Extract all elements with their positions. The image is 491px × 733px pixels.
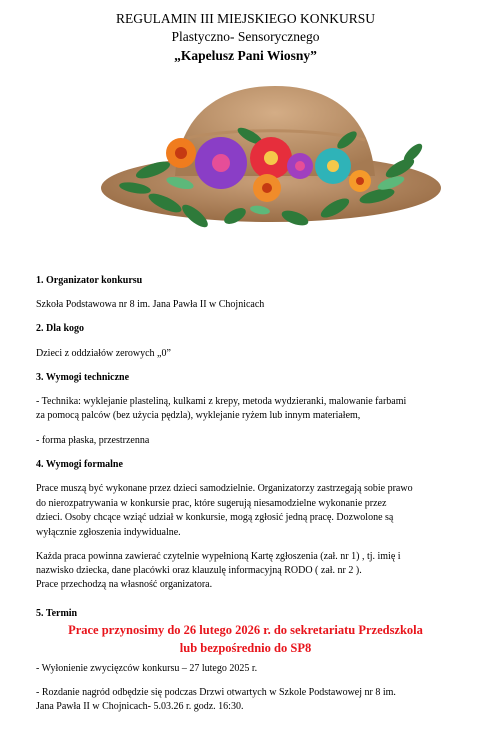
awards-line1: - Rozdanie nagród odbędzie się podczas Drzwi otwartych w Szkole Podstawowej nr 8 im. [36, 687, 396, 698]
section-2-text: Dzieci z oddziałów zerowych „0” [36, 348, 171, 359]
deadline-highlight-line1: Prace przynosimy do 26 lutego 2026 r. do sekretariatu Przedszkola [68, 623, 423, 637]
page-title-line2: Plastyczno- Sensorycznego [171, 29, 320, 44]
technique-line-1: - Technika: wyklejanie plasteliną, kulkami z krepy, metoda wydzieranki, malowanie farbami [36, 396, 407, 407]
flower-orange-left [166, 138, 196, 168]
section-1-heading: 1. Organizator konkursu [36, 275, 143, 286]
section-1-text: Szkoła Podstawowa nr 8 im. Jana Pawła II w Chojnicach [36, 299, 265, 310]
flower-red [250, 137, 292, 179]
formal-para2-line2: nazwisko dziecka, dane placówki oraz klauzulę informacyjną RODO ( zał. nr 2 ). [36, 565, 362, 576]
flower-orange-right [349, 170, 371, 192]
form-line: - forma płaska, przestrzenna [36, 435, 150, 446]
hat-illustration [95, 78, 447, 238]
formal-para2-line3: Prace przechodzą na własność organizatora. [36, 579, 213, 590]
section-4-heading: 4. Wymogi formalne [36, 459, 123, 470]
formal-para1-line4: wyłącznie zgłoszenia indywidualne. [36, 527, 181, 538]
deadline-highlight-line2: lub bezpośrednio do SP8 [179, 641, 312, 655]
flower-orange-middle [253, 174, 281, 202]
flower-purple-small [287, 153, 313, 179]
page-title-line1: REGULAMIN III MIEJSKIEGO KONKURSU [115, 11, 376, 26]
page-title-line3: „Kapelusz Pani Wiosny” [174, 48, 317, 63]
section-3-heading: 3. Wymogi techniczne [36, 372, 130, 383]
formal-para2-line1: Każda praca powinna zawierać czytelnie wypełnioną Kartę zgłoszenia (zał. nr 1) , tj. imię i [36, 551, 401, 562]
formal-para1-line3: dzieci. Osoby chcące wziąć udział w konkursie, mogą zgłosić jedną pracę. Dozwolone są [36, 512, 394, 523]
awards-line2: Jana Pawła II w Chojnicach- 5.03.26 r. godz. 16:30. [36, 701, 244, 712]
flower-purple [195, 137, 247, 189]
winners-date: - Wyłonienie zwycięzców konkursu – 27 lutego 2025 r. [36, 663, 258, 674]
formal-para1-line1: Prace muszą być wykonane przez dzieci samodzielnie. Organizatorzy zastrzegają sobie prawo [36, 483, 413, 494]
technique-line-2: za pomocą palców (bez użycia pędzla), wyklejanie ryżem lub innym materiałem, [36, 410, 361, 421]
formal-para1-line2: do nierozpatrywania w konkursie prac, które sugerują niesamodzielne wykonanie przez [36, 498, 387, 509]
section-5-heading: 5. Termin [36, 608, 78, 619]
flower-teal [315, 148, 351, 184]
section-2-heading: 2. Dla kogo [36, 323, 85, 334]
